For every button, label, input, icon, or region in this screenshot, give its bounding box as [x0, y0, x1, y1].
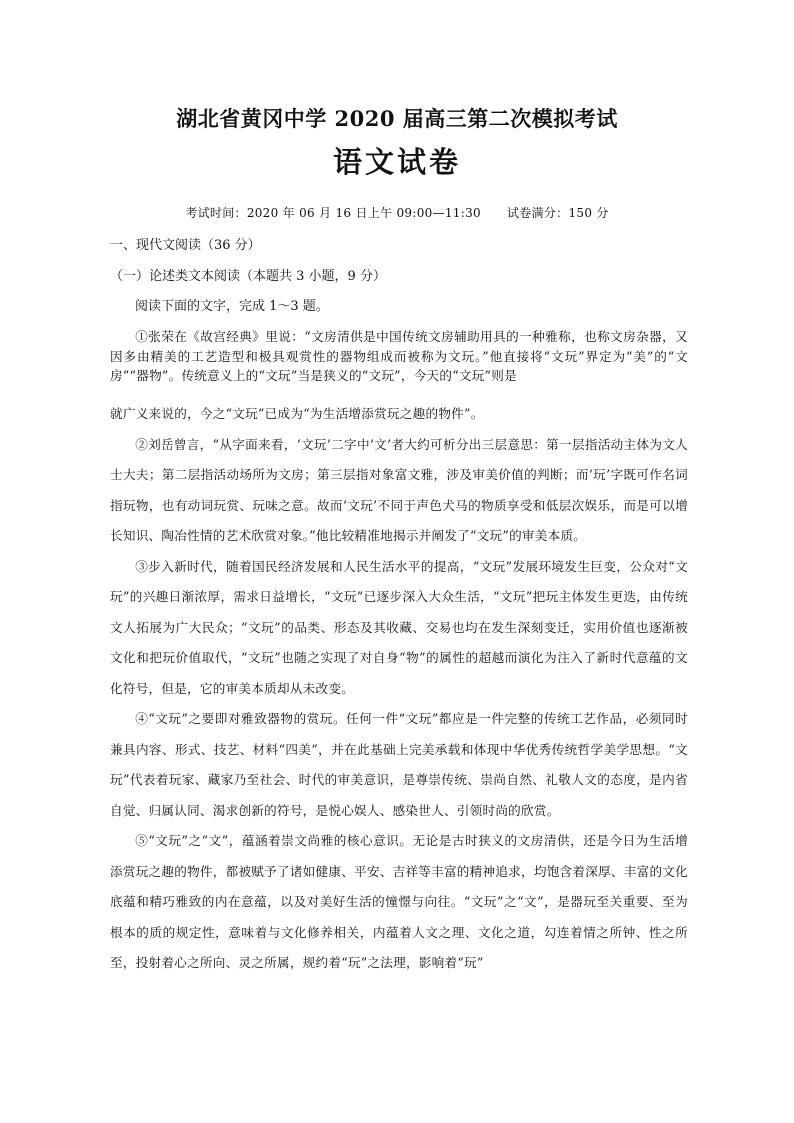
subsection-heading: （一）论述类文本阅读（本题共 3 小题，9 分） [110, 269, 386, 284]
section-heading: 一、现代文阅读（36 分） [110, 238, 261, 253]
passage-block-2 [110, 399, 688, 979]
paragraph-5: ⑤“文玩”之“文”，蕴涵着崇文尚雅的核心意识。无论是古时狭义的文房清供，还是今日为生活增添赏玩之趣的物件，都被赋予了诸如健康、平安、吉祥等丰富的精神追求，均饱含着深厚、丰富的文化底蕴和精巧雅致的内在意蕴，以及对美好生活的憧憬与向往。“文玩”之“文”，是器玩至关重要、至为根本的质的规定性，意味着与文化修养相关，内蕴着人文之理、文化之道，勾连着情之所钟、性之所至，投射着心之所向、灵之所属，规约着“玩”之法理，影响着“玩” [110, 833, 688, 970]
paragraph-2: ②刘岳曾言，“从字面来看，‘文玩’二字中‘文’者大约可析分出三层意思：第一层指活动主体为文人士大夫；第二层指活动场所为文房；第三层指对象富文雅，涉及审美价值的判断；而‘玩’字既可作名词指玩物，也有动词玩赏、玩味之意。故而‘文玩’不同于声色犬马的物质享受和低层次娱乐，而是可以增长知识、陶冶性情的艺术欣赏对象。”他比较精准地揭示并阐发了“文玩”的审美本质。 [110, 436, 688, 543]
exam-title: 湖北省黄冈中学 2020 届高三第二次模拟考试 [176, 106, 618, 131]
paragraph-1: ①张荣在《故宫经典》里说：“文房清供是中国传统文房辅助用具的一种雅称，也称文房杂器，又因多由精美的工艺造型和极具观赏性的器物组成而被称为文玩。”他直接将“文玩”界定为“美”的“文房”“器物”。传统意义上的“文玩”当是狭义的“文玩”，今天的“文玩”则是 [110, 329, 688, 383]
paragraph-1-continued: 就广义来说的，今之“文玩”已成为“为生活增添赏玩之趣的物件”。 [110, 406, 484, 421]
full-score: 试卷满分：150 分 [506, 206, 609, 220]
paper-subtitle: 语文试卷 [332, 145, 461, 179]
paragraph-4: ④“文玩”之要即对雅致器物的赏玩。任何一件“文玩”都应是一件完整的传统工艺作品，必须同时兼具内容、形式、技艺、材料“四美”，并在此基础上完美承载和体现中华优秀传统哲学美学思想。“文玩”代表着玩家、藏家乃至社会、时代的审美意识，是尊崇传统、崇尚自然、礼敬人文的态度，是内省自觉、归属认同、渴求创新的符号，是悦心娱人、感染世人、引领时尚的欣赏。 [110, 711, 688, 818]
reading-instruction: 阅读下面的文字，完成 1～3 题。 [135, 299, 329, 314]
passage-block-1 [110, 327, 688, 386]
exam-time: 考试时间：2020 年 06 月 16 日上午 09:00—11:30 [185, 206, 481, 220]
paragraph-3: ③步入新时代，随着国民经济发展和人民生活水平的提高，“文玩”发展环境发生巨变，公众对“文玩”的兴趣日渐浓厚，需求日益增长，“文玩”已逐步深入大众生活，“文玩”把玩主体发生更迭，由传统文人拓展为广大民众；“文玩”的品类、形态及其收藏、交易也均在发生深刻变迁，实用价值也逐渐被文化和把玩价值取代，“文玩”也随之实现了对自身“物”的属性的超越而演化为注入了新时代意蕴的文化符号，但是，它的审美本质却从未改变。 [110, 558, 688, 696]
exam-info-line [0, 204, 794, 221]
